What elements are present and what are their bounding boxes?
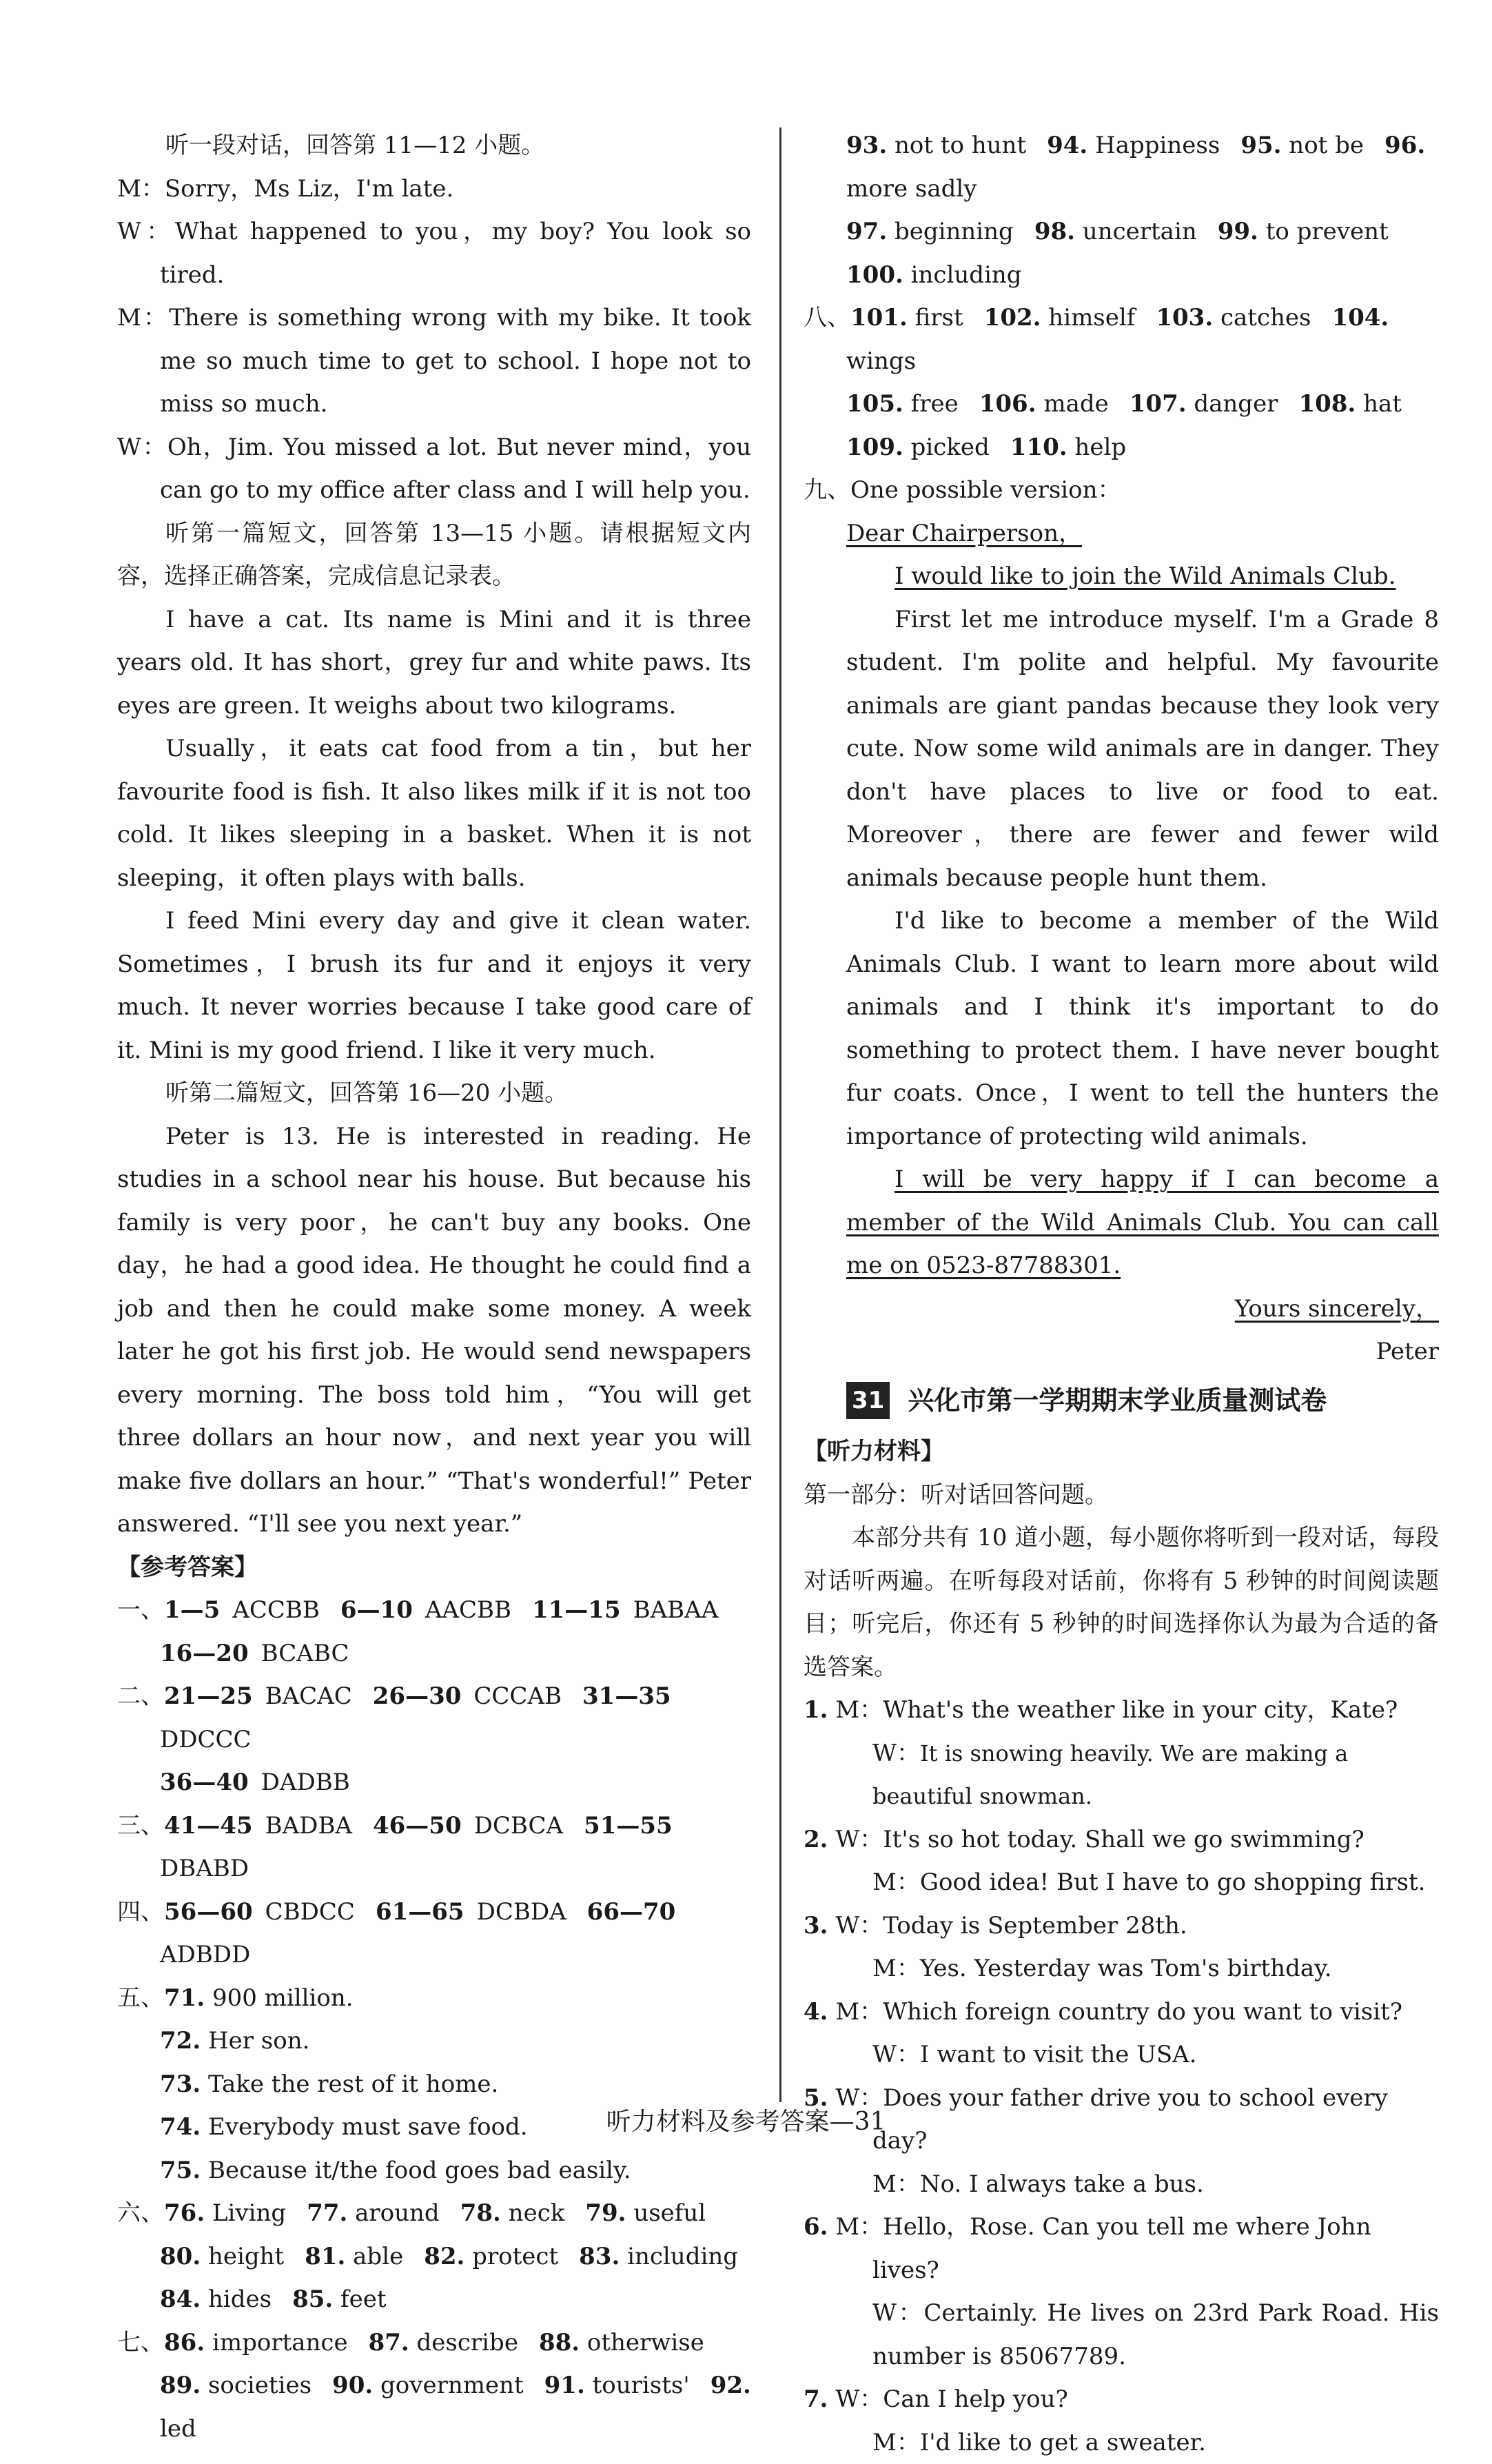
item-answer: useful: [633, 2199, 706, 2227]
item-number: 104.: [1331, 304, 1389, 332]
section-label: 三、: [117, 1811, 164, 1840]
question-number: 6.: [804, 2213, 828, 2241]
item-answer: 900 million.: [212, 1984, 354, 2012]
column-divider: [779, 128, 781, 2102]
passage-2: Peter is 13. He is interested in reading. He studies in a school near his house. But because his family is very poor，he can't buy any books. One day，he had a good idea. He thought he could find a job and then he could make some money. A week later he got his first job. He would send newspapers every morning. The boss told him，“You will get three dollars an hour now，and next year you will make five dollars an hour.” “That's wonderful!” Peter answered. “I'll see you next year.”: [117, 1122, 751, 1538]
section-label: 二、: [117, 1682, 164, 1710]
item-answer: neck: [508, 2199, 565, 2227]
utterance: Which foreign country do you want to visit?: [883, 1997, 1403, 2026]
item-number: 79.: [585, 2199, 626, 2227]
item-answer: tourists': [592, 2372, 690, 2399]
item-number: 108.: [1298, 390, 1356, 418]
item-number: 74.: [160, 2113, 201, 2141]
question-number: 4.: [804, 1997, 828, 2026]
question-number: 7.: [804, 2385, 828, 2413]
dialog-item: [804, 1818, 1439, 1904]
item-number: 98.: [1034, 218, 1075, 245]
item-number: 84.: [160, 2285, 201, 2313]
item-answer: government: [380, 2372, 524, 2399]
item-answer: uncertain: [1082, 218, 1197, 245]
item-answer: able: [353, 2242, 404, 2270]
item-answer: led: [160, 2414, 196, 2443]
speaker: W：: [835, 1911, 883, 1939]
item-number: 82.: [424, 2242, 465, 2270]
item-number: 85.: [292, 2285, 334, 2313]
dialog-item: [804, 2378, 1439, 2464]
answers-heading: 【参考答案】: [117, 1553, 258, 1581]
speaker: W：: [117, 218, 175, 245]
test-number-badge: 31: [846, 1382, 890, 1419]
question-number: 5.: [804, 2084, 828, 2112]
item-answer: first: [914, 304, 963, 332]
item-number: 72.: [160, 2027, 201, 2055]
speaker: M：: [835, 1696, 883, 1724]
range: 66—70: [586, 1897, 676, 1926]
opening-sentence: I would like to join the Wild Animals Club.: [895, 562, 1396, 590]
item-number: 105.: [846, 390, 903, 418]
section-label: 四、: [117, 1897, 164, 1926]
speaker: W：: [117, 433, 167, 461]
sign-off: Yours sincerely，: [1234, 1294, 1439, 1323]
utterance: Yes. Yesterday was Tom's birthday.: [919, 1955, 1332, 1982]
answer-key: DDCCC: [160, 1725, 252, 1753]
utterance: No. I always take a bus.: [919, 2170, 1204, 2198]
page-footer: 听力材料及参考答案—31: [606, 2108, 886, 2136]
part-heading: 第一部分：听对话回答问题。: [804, 1480, 1108, 1509]
range: 56—60: [164, 1897, 253, 1926]
answer-key: CCCAB: [473, 1682, 562, 1710]
item-answer: describe: [416, 2328, 518, 2356]
utterance: Certainly. He lives on 23rd Park Road. His number is 85067789.: [872, 2299, 1439, 2370]
item-answer: picked: [910, 433, 990, 461]
dialog-item: [804, 1904, 1439, 1990]
answer-section-4: [117, 1891, 751, 1977]
item-answer: including: [627, 2242, 738, 2270]
listening-intro-3: 听第二篇短文，回答第 16—20 小题。: [165, 1079, 569, 1107]
section-label: 七、: [117, 2328, 164, 2356]
speaker: M：: [872, 2170, 920, 2198]
item-number: 80.: [160, 2242, 201, 2270]
utterance: I want to visit the USA.: [919, 2041, 1197, 2068]
item-answer: catches: [1220, 304, 1311, 332]
paragraph: First let me introduce myself. I'm a Grade 8 student. I'm polite and helpful. My favourite animals are giant pandas because they look very cute. Now some wild animals are in danger. They don't have places to live or food to eat. Moreover，there are fewer and fewer wild animals because people hunt them.: [846, 605, 1439, 892]
speaker: W：: [835, 2385, 883, 2413]
answer-key: DADBB: [260, 1769, 350, 1796]
answer-key: DBABD: [160, 1855, 249, 1882]
range: 21—25: [164, 1682, 253, 1710]
answer-section-8: [804, 296, 1439, 469]
answer-key: AACBB: [425, 1596, 511, 1624]
item-number: 103.: [1156, 304, 1214, 332]
dialog-item: [804, 2077, 1439, 2206]
version-intro: One possible version：: [850, 476, 1121, 504]
dialog-item: [804, 1990, 1439, 2077]
speaker: W：: [872, 2041, 920, 2068]
item-answer: hides: [207, 2285, 272, 2313]
dialog-item: [804, 2206, 1439, 2378]
item-answer: not to hunt: [894, 132, 1027, 159]
item-number: 86.: [164, 2328, 205, 2356]
instructions: 本部分共有 10 道小题，每小题你将听到一段对话，每段对话听两遍。在听每段对话前，你将有 5 秒钟的时间阅读题目；听完后，你还有 5 秒钟的时间选择你认为最为合适的备选答案。: [804, 1524, 1439, 1681]
item-answer: Because it/the food goes bad easily.: [207, 2156, 631, 2184]
utterance: Hello，Rose. Can you tell me where John lives?: [872, 2213, 1371, 2284]
item-answer: societies: [207, 2372, 312, 2399]
speaker: W：: [835, 2084, 883, 2112]
item-number: 110.: [1010, 433, 1067, 461]
closing-sentence: I will be very happy if I can become a member of the Wild Animals Club. You can call me on 0523-87788301.: [846, 1165, 1439, 1279]
item-number: 106.: [979, 390, 1036, 418]
test-title: [846, 1379, 1439, 1423]
range: 16—20: [160, 1639, 249, 1667]
range: 31—35: [582, 1682, 671, 1710]
listening-intro-2: 听第一篇短文，回答第 13—15 小题。请根据短文内容，选择正确答案，完成信息记录表。: [117, 519, 751, 590]
range: 11—15: [531, 1596, 621, 1624]
range: 46—50: [372, 1811, 462, 1840]
item-number: 75.: [160, 2156, 201, 2184]
item-number: 83.: [579, 2242, 620, 2270]
speaker: M：: [835, 1997, 883, 2026]
utterance: It's so hot today. Shall we go swimming?: [883, 1825, 1365, 1853]
speaker: M：: [835, 2213, 883, 2241]
range: 26—30: [372, 1682, 462, 1710]
item-answer: including: [910, 261, 1022, 289]
answer-key: ADBDD: [160, 1941, 251, 1968]
utterance: It is snowing heavily. We are making a beautiful snowman.: [872, 1740, 1349, 1809]
answer-section-1: [117, 1589, 751, 1675]
dialog-item: [804, 1689, 1439, 1818]
paragraph: I have a cat. Its name is Mini and it is three years old. It has short，grey fur and white paws. Its eyes are green. It weighs about two kilograms.: [117, 605, 751, 720]
paragraph: Usually，it eats cat food from a tin，but her favourite food is fish. It also likes milk if it is not too cold. It likes sleeping in a basket. When it is not sleeping，it often plays with balls.: [117, 735, 751, 892]
item-answer: made: [1043, 390, 1109, 418]
utterance: There is something wrong with my bike. It took me so much time to get to school. I hope not to miss so much.: [160, 304, 751, 418]
test-title-text: 兴化市第一学期期末学业质量测试卷: [908, 1385, 1327, 1416]
utterance: Can I help you?: [883, 2385, 1068, 2413]
item-number: 77.: [307, 2199, 348, 2227]
dialog-1: [117, 167, 751, 512]
item-number: 89.: [160, 2372, 201, 2399]
answer-key: DCBDA: [476, 1897, 566, 1926]
answer-key: ACCBB: [232, 1596, 320, 1624]
item-answer: not be: [1289, 132, 1365, 159]
utterance: What happened to you，my boy? You look so tired.: [160, 218, 751, 289]
answer-key: BABAA: [633, 1596, 719, 1624]
section-label: 六、: [117, 2199, 164, 2227]
item-number: 81.: [305, 2242, 346, 2270]
answer-section-7: [117, 2321, 751, 2451]
item-number: 93.: [846, 132, 888, 159]
question-number: 3.: [804, 1911, 828, 1939]
item-number: 109.: [846, 433, 903, 461]
item-number: 78.: [460, 2199, 501, 2227]
section-label: 一、: [117, 1596, 164, 1624]
item-answer: to prevent: [1265, 218, 1389, 245]
speaker: M：: [872, 2428, 920, 2456]
signature: Peter: [1376, 1338, 1439, 1365]
listening-intro-1: 听一段对话，回答第 11—12 小题。: [165, 132, 545, 159]
answer-key: BCABC: [260, 1639, 349, 1667]
item-answer: around: [355, 2199, 440, 2227]
utterance: Oh，Jim. You missed a lot. But never mind，you can go to my office after class and I will help you.: [160, 433, 751, 504]
answer-section-9: [804, 469, 1439, 1374]
item-answer: Everybody must save food.: [207, 2113, 528, 2141]
item-answer: protect: [472, 2242, 559, 2270]
item-answer: height: [207, 2242, 285, 2270]
item-answer: wings: [846, 347, 917, 375]
item-number: 101.: [850, 304, 908, 332]
speaker: W：: [872, 2299, 924, 2327]
answer-key: DCBCA: [473, 1811, 564, 1840]
dialog-line: [117, 210, 751, 296]
item-number: 94.: [1047, 132, 1088, 159]
item-answer: importance: [212, 2328, 348, 2356]
item-number: 96.: [1384, 132, 1426, 159]
question-number: 2.: [804, 1825, 828, 1853]
answer-key: CBDCC: [265, 1897, 355, 1926]
section-label: 八、: [804, 304, 850, 332]
utterance: Does your father drive you to school every day?: [872, 2084, 1388, 2155]
item-answer: Her son.: [207, 2027, 310, 2055]
item-answer: feet: [340, 2285, 387, 2313]
item-number: 91.: [544, 2372, 585, 2399]
item-answer: beginning: [894, 218, 1014, 245]
test-dialogs: [804, 1689, 1439, 2464]
speaker: M：: [872, 1955, 920, 1982]
item-answer: free: [910, 390, 959, 418]
item-answer: himself: [1048, 304, 1136, 332]
left-column: [117, 124, 751, 2450]
item-number: 97.: [846, 218, 888, 245]
range: 41—45: [164, 1811, 253, 1840]
paragraph: I'd like to become a member of the Wild Animals Club. I want to learn more about wild animals and I think it's important to do something to protect them. I have never bought fur coats. Once，I went to tell the hunters the importance of protecting wild animals.: [846, 907, 1439, 1150]
item-number: 100.: [846, 261, 903, 289]
dialog-line: [117, 296, 751, 426]
item-answer: Living: [212, 2199, 287, 2227]
answer-key: BACAC: [265, 1682, 352, 1710]
utterance: What's the weather like in your city，Kate?: [883, 1696, 1398, 1724]
speaker: W：: [835, 1825, 883, 1853]
dialog-line: [117, 426, 751, 512]
item-number: 107.: [1129, 390, 1187, 418]
answer-section-3: [117, 1804, 751, 1891]
answer-section-2: [117, 1675, 751, 1804]
paragraph: I feed Mini every day and give it clean water. Sometimes，I brush its fur and it enjoys it very much. It never worries because I take good care of it. Mini is my good friend. I like it very much.: [117, 907, 751, 1064]
item-number: 102.: [983, 304, 1041, 332]
speaker: W：: [872, 1739, 920, 1767]
item-answer: Take the rest of it home.: [207, 2070, 499, 2098]
salutation: Dear Chairperson，: [846, 519, 1082, 547]
item-answer: danger: [1194, 390, 1278, 418]
answer-key: BADBA: [265, 1811, 352, 1840]
item-answer: hat: [1363, 390, 1402, 418]
material-heading: 【听力材料】: [804, 1438, 944, 1465]
item-number: 71.: [164, 1984, 205, 2012]
range: 51—55: [584, 1811, 673, 1840]
item-answer: Happiness: [1095, 132, 1220, 159]
section-label: 五、: [117, 1984, 164, 2012]
item-number: 90.: [332, 2372, 374, 2399]
question-number: 1.: [804, 1696, 828, 1724]
range: 6—10: [340, 1596, 413, 1624]
dialog-line: [117, 167, 751, 211]
speaker: M：: [117, 174, 165, 203]
passage-1: [117, 598, 751, 1072]
range: 1—5: [164, 1596, 221, 1624]
range: 36—40: [160, 1769, 249, 1796]
speaker: M：: [117, 304, 170, 332]
answer-section-6: [117, 2192, 751, 2321]
utterance: Sorry，Ms Liz，I'm late.: [164, 174, 454, 203]
item-number: 87.: [368, 2328, 409, 2356]
range: 61—65: [375, 1897, 464, 1926]
item-number: 88.: [538, 2328, 580, 2356]
item-number: 76.: [164, 2199, 205, 2227]
item-number: 92.: [710, 2372, 751, 2399]
answer-section-5: [117, 1977, 751, 2192]
item-answer: otherwise: [586, 2328, 704, 2356]
item-number: 95.: [1240, 132, 1282, 159]
item-number: 99.: [1217, 218, 1258, 245]
speaker: M：: [872, 1869, 920, 1896]
item-number: 73.: [160, 2070, 201, 2098]
item-answer: help: [1074, 433, 1127, 461]
section-label: 九、: [804, 476, 850, 504]
item-answer: more sadly: [846, 174, 977, 203]
utterance: Good idea! But I have to go shopping first.: [919, 1869, 1426, 1896]
answer-section-7-continued: [846, 124, 1439, 296]
utterance: I'd like to get a sweater.: [919, 2428, 1206, 2456]
utterance: Today is September 28th.: [883, 1911, 1187, 1939]
